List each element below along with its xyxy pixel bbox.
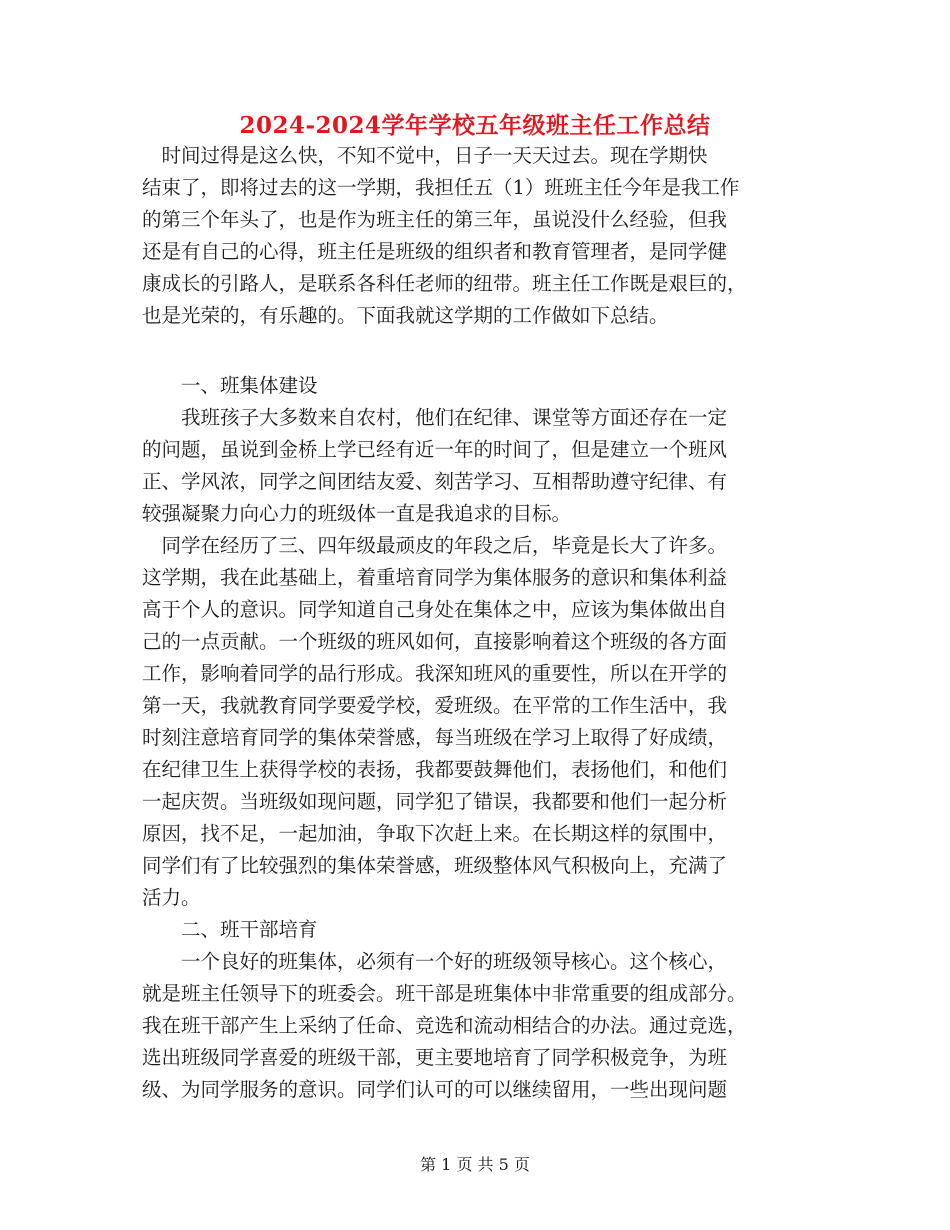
body-line: 活力。 bbox=[142, 886, 201, 909]
body-line: 时间过得是这么快，不知不觉中，日子一天天过去。现在学期快 bbox=[142, 144, 708, 167]
body-line: 还是有自己的心得，班主任是班级的组织者和教育管理者，是同学健 bbox=[142, 240, 728, 263]
body-line: 高于个人的意识。同学知道自己身处在集体之中，应该为集体做出自 bbox=[142, 598, 728, 621]
document-body bbox=[142, 140, 808, 1106]
body-line: 我在班干部产生上采纳了任命、竞选和流动相结合的办法。通过竞选， bbox=[142, 1014, 747, 1037]
body-line: 结束了，即将过去的这一学期，我担任五（1）班班主任今年是我工作 bbox=[142, 176, 740, 199]
body-line: 就是班主任领导下的班委会。班干部是班集体中非常重要的组成部分。 bbox=[142, 982, 747, 1005]
page-footer: 第 1 页 共 5 页 bbox=[420, 1155, 530, 1174]
body-line: 的问题，虽说到金桥上学已经有近一年的时间了，但是建立一个班风 bbox=[142, 438, 728, 461]
paragraph-gap bbox=[142, 332, 808, 370]
body-line: 时刻注意培育同学的集体荣誉感，每当班级在学习上取得了好成绩， bbox=[142, 726, 728, 749]
body-line: 正、学风浓，同学之间团结友爱、刻苦学习、互相帮助遵守纪律、有 bbox=[142, 470, 728, 493]
body-line: 这学期，我在此基础上，着重培育同学为集体服务的意识和集体利益 bbox=[142, 566, 728, 589]
body-line: 我班孩子大多数来自农村，他们在纪律、课堂等方面还存在一定 bbox=[142, 406, 728, 429]
body-line: 同学们有了比较强烈的集体荣誉感，班级整体风气积极向上，充满了 bbox=[142, 854, 728, 877]
body-line: 原因，找不足，一起加油，争取下次赶上来。在长期这样的氛围中， bbox=[142, 822, 728, 845]
body-line: 同学在经历了三、四年级最顽皮的年段之后，毕竟是长大了许多。 bbox=[142, 534, 728, 557]
body-line: 二、班干部培育 bbox=[142, 918, 318, 941]
body-line: 工作，影响着同学的品行形成。我深知班风的重要性，所以在开学的 bbox=[142, 662, 728, 685]
body-line: 也是光荣的，有乐趣的。下面我就这学期的工作做如下总结。 bbox=[142, 304, 669, 327]
body-line: 在纪律卫生上获得学校的表扬，我都要鼓舞他们，表扬他们，和他们 bbox=[142, 758, 728, 781]
body-line: 己的一点贡献。一个班级的班风如何，直接影响着这个班级的各方面 bbox=[142, 630, 728, 653]
body-line: 较强凝聚力向心力的班级体一直是我追求的目标。 bbox=[142, 502, 572, 525]
body-line: 一起庆贺。当班级如现问题，同学犯了错误，我都要和他们一起分析 bbox=[142, 790, 728, 813]
document-title: 2024-2024学年学校五年级班主任工作总结 bbox=[239, 112, 711, 139]
body-line: 选出班级同学喜爱的班级干部，更主要地培育了同学积极竞争，为班 bbox=[142, 1046, 728, 1069]
body-line: 康成长的引路人，是联系各科任老师的纽带。班主任工作既是艰巨的， bbox=[142, 272, 747, 295]
body-line: 级、为同学服务的意识。同学们认可的可以继续留用，一些出现问题 bbox=[142, 1078, 728, 1101]
body-line: 一、班集体建设 bbox=[142, 374, 318, 397]
body-line: 一个良好的班集体，必须有一个好的班级领导核心。这个核心， bbox=[142, 950, 728, 973]
body-line: 第一天，我就教育同学要爱学校，爱班级。在平常的工作生活中，我 bbox=[142, 694, 728, 717]
body-line: 的第三个年头了，也是作为班主任的第三年，虽说没什么经验，但我 bbox=[142, 208, 728, 231]
